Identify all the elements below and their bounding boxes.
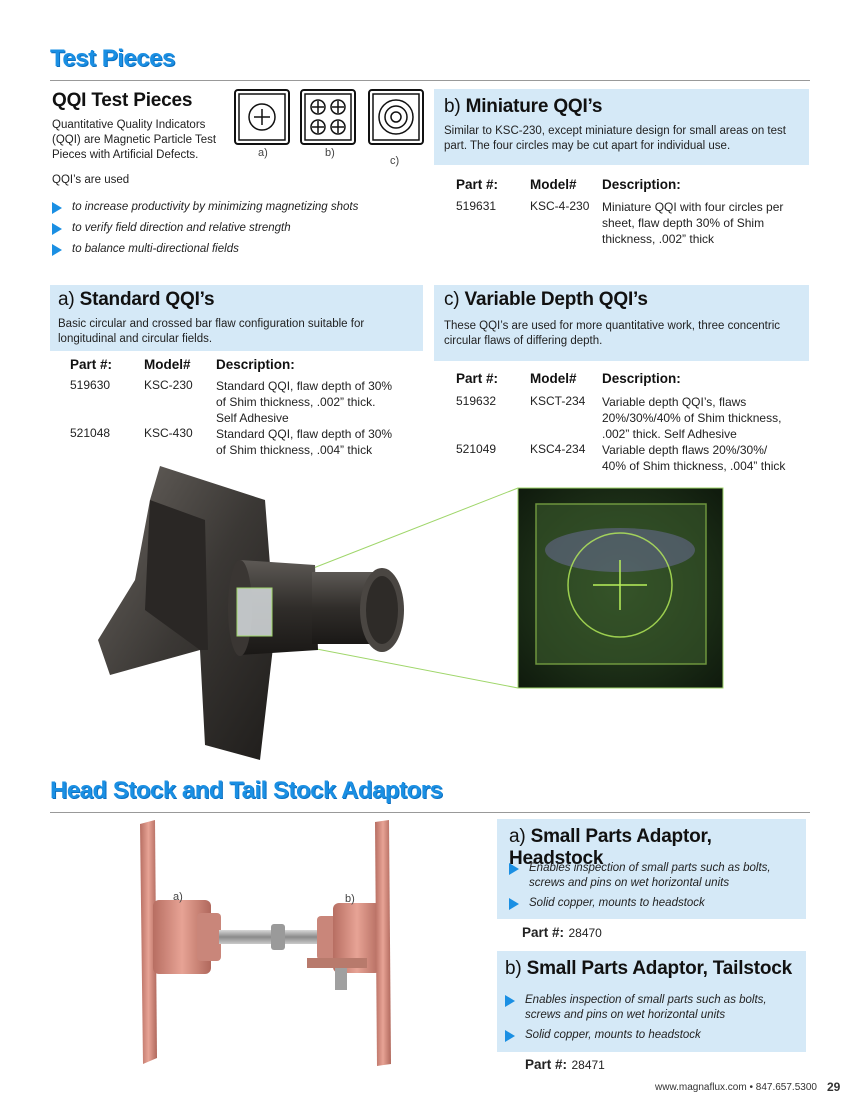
standard-qqi-table [70,357,420,458]
photo-label-a: a) [173,891,183,903]
qqi-shim-miniature-illustration [300,89,356,150]
table-header-row: Part #: Model# Description: [456,371,681,386]
list-item: Enables inspection of small parts such as bolts, screws and pins on wet horizontal units [505,993,790,1023]
qqi-bullet-list [52,200,392,257]
variable-qqi-desc: These QQI’s are used for more quantitative work, three concentric circular flaws of differing depth. [444,320,780,347]
qqi-heading: QQI Test Pieces [52,90,193,111]
headstock-bullet-list [509,861,789,911]
miniature-qqi-heading: b) Miniature QQI’s [444,96,603,117]
variable-qqi-heading: c) Variable Depth QQI’s [444,289,648,310]
list-item: Solid copper, mounts to headstock [509,896,789,911]
section-title-adaptors: Head Stock and Tail Stock Adaptors [50,777,443,804]
tailstock-bullet-list [505,993,790,1043]
table-row: 519632 KSCT-234 Variable depth QQI’s, flaws 20%/30%/40% of Shim thickness, .002” thick. Self Adhesive [456,394,782,441]
miniature-qqi-table [456,177,806,247]
page-number: 29 [827,1080,841,1094]
standard-qqi-heading: a) Standard QQI’s [58,289,215,310]
test-part-photo [90,460,820,785]
figure-label-c: c) [390,155,400,167]
footer-url[interactable]: www.magnaflux.com [655,1082,747,1093]
figure-label-b: b) [325,147,335,159]
bullet-triangle-icon [52,244,62,256]
list-item: Enables inspection of small parts such as bolts, screws and pins on wet horizontal units [509,861,789,891]
variable-qqi-box [434,285,809,361]
table-row: 521049 KSC4-234 Variable depth flaws 20%/30%/ 40% of Shim thickness, .004” thick [456,442,786,473]
photo-label-b: b) [345,893,355,905]
tailstock-heading: b) Small Parts Adaptor, Tailstock [505,958,792,979]
section-divider [50,812,810,813]
headstock-adaptor-box [497,819,806,919]
section-title-test-pieces: Test Pieces [50,45,175,72]
bullet-triangle-icon [52,202,62,214]
qqi-used-line: QQI’s are used [52,174,130,186]
list-item: to balance multi-directional fields [52,242,392,257]
table-header-row: Part #: Model# Description: [456,177,681,192]
table-row: 519631 KSC-4-230 Miniature QQI with four circles per sheet, flaw depth 30% of Shim thickness, .002” thick [456,199,784,246]
bullet-triangle-icon [509,863,519,875]
bullet-triangle-icon [505,995,515,1007]
bullet-triangle-icon [509,898,519,910]
list-item: Solid copper, mounts to headstock [505,1028,790,1043]
bullet-triangle-icon [52,223,62,235]
bullet-triangle-icon [505,1030,515,1042]
section-divider [50,80,810,81]
miniature-qqi-desc: Similar to KSC-230, except miniature design for small areas on test part. The four circles may be cut apart for individual use. [444,125,786,152]
headstock-part-number: Part #: 28470 [522,925,602,940]
table-header-row: Part #: Model# Description: [70,357,295,372]
variable-qqi-table [456,371,806,474]
tailstock-adaptor-box [497,951,806,1052]
qqi-shim-variable-illustration [368,89,424,150]
tailstock-part-number: Part #: 28471 [525,1057,605,1072]
qqi-intro: Quantitative Quality Indicators (QQI) are Magnetic Particle Test Pieces with Artificial Defects. [52,119,217,161]
standard-qqi-desc: Basic circular and crossed bar flaw configuration suitable for longitudinal and circular fields. [58,318,365,345]
headstock-heading: a) Small Parts Adaptor, Headstock [509,826,712,869]
adaptor-photo [135,818,395,1075]
table-row: 521048 KSC-430 Standard QQI, flaw depth of 30% of Shim thickness, .004” thick [70,426,393,457]
qqi-shim-standard-illustration [234,89,290,150]
list-item: to verify field direction and relative strength [52,221,392,236]
footer-contact: www.magnaflux.com • 847.657.5300 [655,1082,817,1093]
table-row: 519630 KSC-230 Standard QQI, flaw depth of 30% of Shim thickness, .002” thick. Self Adhesive [70,378,393,425]
standard-qqi-box [50,285,423,351]
list-item: to increase productivity by minimizing magnetizing shots [52,200,392,215]
miniature-qqi-box [434,89,809,165]
figure-label-a: a) [258,147,268,159]
footer-phone: 847.657.5300 [755,1082,817,1093]
